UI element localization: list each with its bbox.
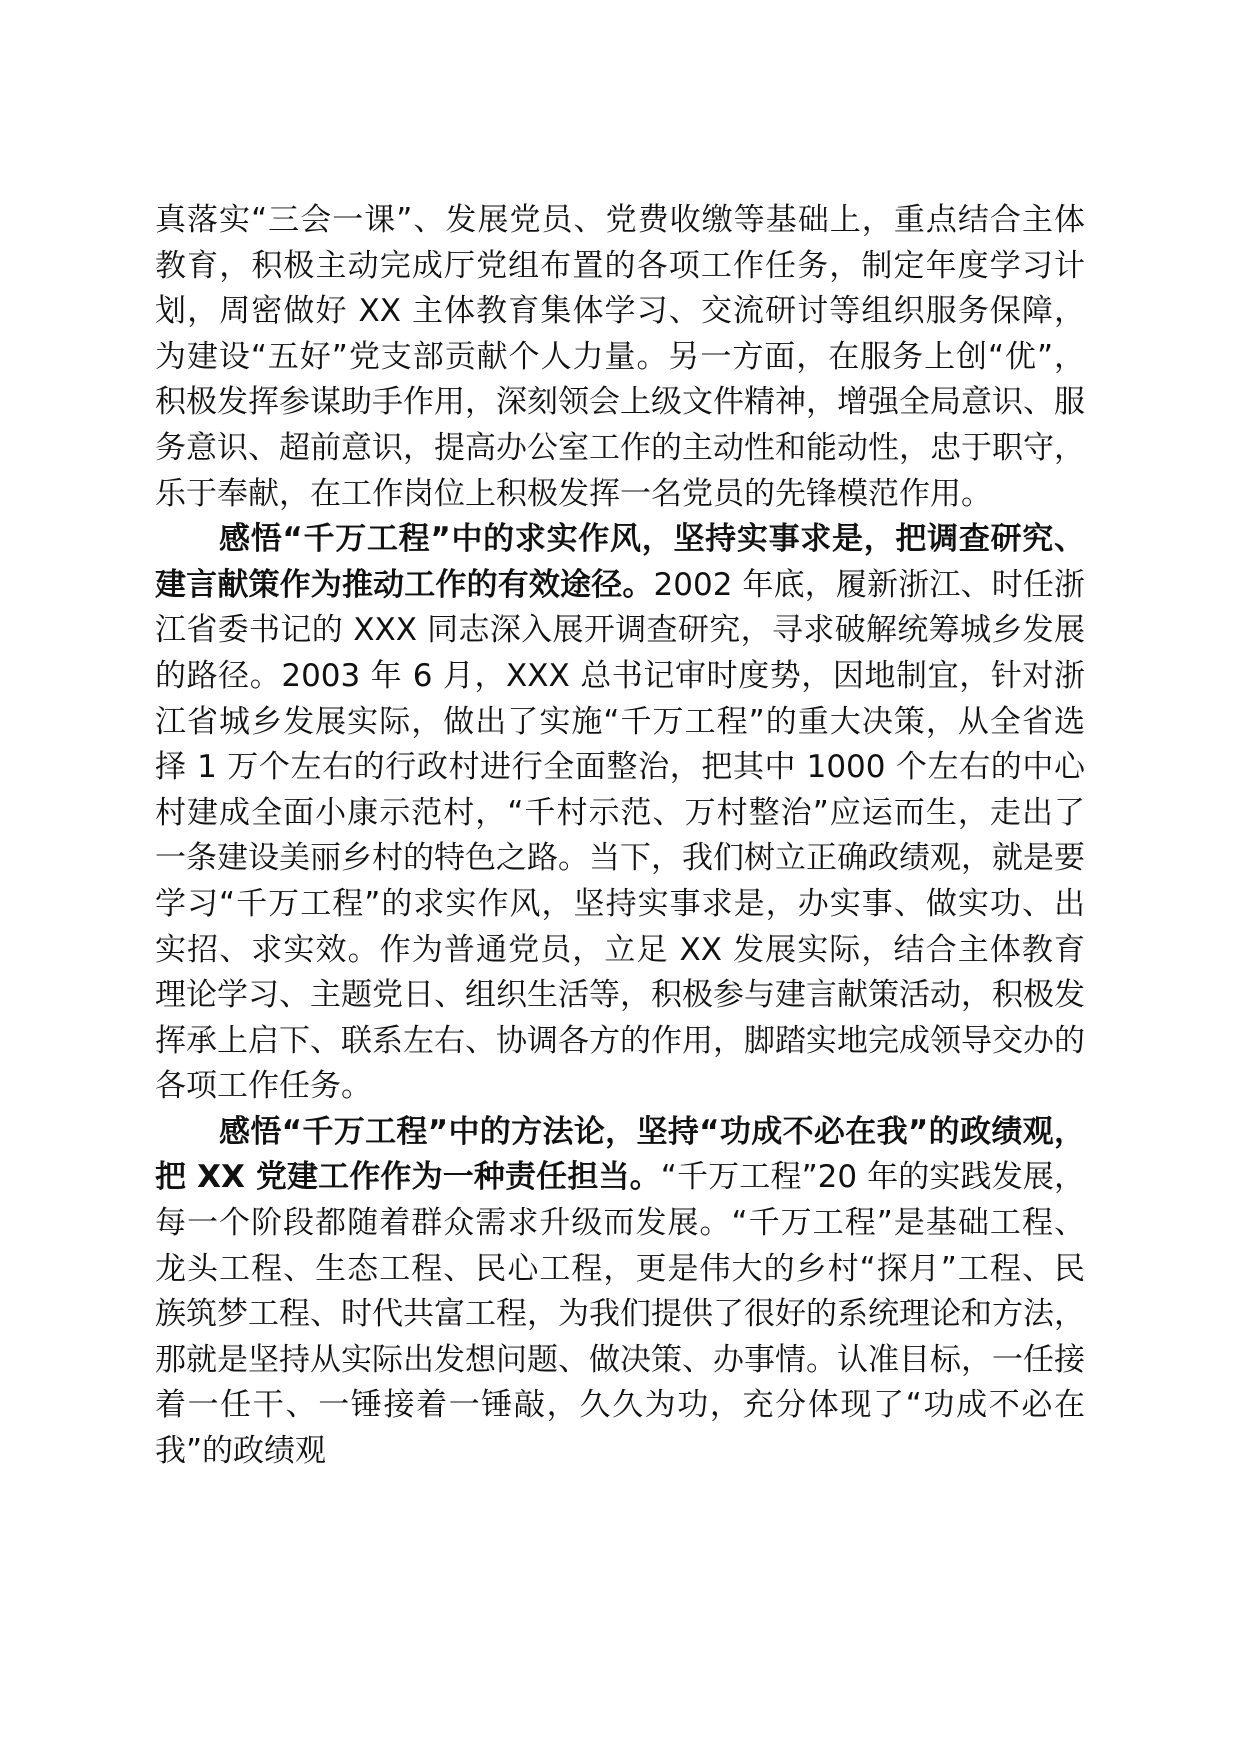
paragraph-3-lead: 感悟“千万工程”中的方法论，坚持“功成不必在我”的政绩观，把 XX 党建工作作为一种责任担当。 (155, 1113, 1085, 1196)
paragraph-1-body: 真落实“三会一课”、发展党员、党费收缴等基础上，重点结合主体教育，积极主动完成厅党组布置的各项工作任务，制定年度学习计划，周密做好 XX 主体教育集体学习、交流研讨等组织服务保障，为建设“五好”党支部贡献个人力量。另一方面，在服务上创“优”，积极发挥参谋助手作用，深刻领会上级文件精神，增强全局意识、服务意识、超前意识，提高办公室工作的主动性和能动性，忠于职守，乐于奉献，在工作岗位上积极发挥一名党员的先锋模范作用。 (155, 202, 1085, 512)
paragraph-2-lead: 感悟“千万工程”中的求实作风，坚持实事求是，把调查研究、建言献策作为推动工作的有效途径。 (155, 521, 1085, 603)
paragraph-3 (155, 1110, 1085, 1475)
paragraph-3-body: “千万工程”20 年的实践发展，每一个阶段都随着群众需求升级而发展。“千万工程”是基础工程、龙头工程、生态工程、民心工程，更是伟大的乡村“探月”工程、民族筑梦工程、时代共富工程，为我们提供了很好的系统理论和方法，那就是坚持从实际出发想问题、做决策、办事情。认准目标，一任接着一任干、一锤接着一锤敲，久久为功，充分体现了“功成不必在我”的政绩观 (155, 1159, 1085, 1470)
paragraph-1 (155, 198, 1085, 517)
document-page (155, 198, 1085, 1475)
paragraph-2 (155, 517, 1085, 1110)
paragraph-2-body: 2002 年底，履新浙江、时任浙江省委书记的 XXX 同志深入展开调查研究，寻求破解统筹城乡发展的路径。2003 年 6 月，XXX 总书记审时度势，因地制宜，针对浙江省城乡发展实际，做出了实施“千万工程”的重大决策，从全省选择 1 万个左右的行政村进行全面整治，把其中 1000 个左右的中心村建成全面小康示范村，“千村示范、万村整治”应运而生，走出了一条建设美丽乡村的特色之路。当下，我们树立正确政绩观，就是要学习“千万工程”的求实作风，坚持实事求是，办实事、做实功、出实招、求实效。作为普通党员，立足 XX 发展实际，结合主体教育理论学习、主题党日、组织生活等，积极参与建言献策活动，积极发挥承上启下、联系左右、协调各方的作用，脚踏实地完成领导交办的各项工作任务。 (155, 566, 1086, 1105)
